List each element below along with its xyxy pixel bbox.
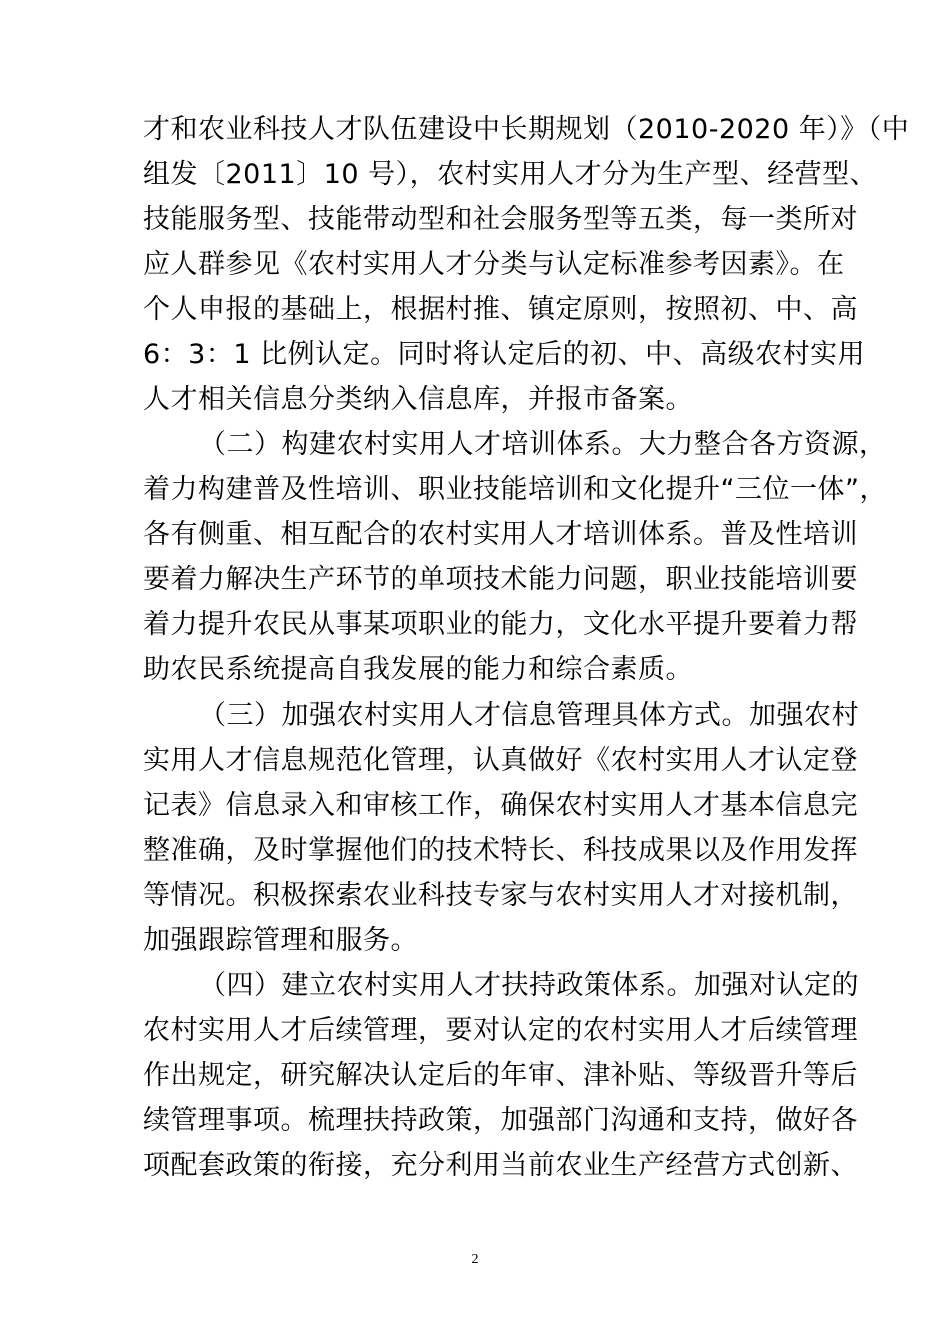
page-number: 2: [471, 1252, 479, 1267]
text-line: 整准确，及时掌握他们的技术特长、科技成果以及作用发挥: [143, 835, 858, 866]
text-line: 要着力解决生产环节的单项技术能力问题，职业技能培训要: [143, 564, 858, 595]
text-line: 个人申报的基础上，根据村推、镇定原则，按照初、中、高: [143, 294, 858, 325]
text-line: 组发〔2011〕10 号），农村实用人才分为生产型、经营型、: [143, 159, 878, 190]
paragraph-heading-3: （三）加强农村实用人才信息管理具体方式。加强农村: [199, 700, 859, 731]
text-line: 等情况。积极探索农业科技专家与农村实用人才对接机制，: [143, 880, 858, 911]
paragraph-heading-2: （二）构建农村实用人才培训体系。大力整合各方资源，: [199, 429, 887, 460]
text-line: 记表》信息录入和审核工作，确保农村实用人才基本信息完: [143, 790, 858, 821]
text-line: 6：3：1 比例认定。同时将认定后的初、中、高级农村实用: [143, 339, 866, 370]
text-line: 加强跟踪管理和服务。: [143, 925, 418, 956]
paragraph-heading-4: （四）建立农村实用人才扶持政策体系。加强对认定的: [199, 970, 859, 1001]
text-line: 应人群参见《农村实用人才分类与认定标准参考因素》。在: [143, 249, 845, 280]
text-line: 着力构建普及性培训、职业技能培训和文化提升“三位一体”，: [143, 474, 887, 505]
text-line: 才和农业科技人才队伍建设中长期规划（2010-2020 年）》（中: [143, 114, 910, 145]
text-line: 各有侧重、相互配合的农村实用人才培训体系。普及性培训: [143, 519, 858, 550]
text-line: 农村实用人才后续管理，要对认定的农村实用人才后续管理: [143, 1015, 858, 1046]
text-line: 着力提升农民从事某项职业的能力，文化水平提升要着力帮: [143, 609, 858, 640]
text-line: 项配套政策的衔接，充分利用当前农业生产经营方式创新、: [143, 1150, 858, 1181]
text-line: 实用人才信息规范化管理，认真做好《农村实用人才认定登: [143, 745, 858, 776]
text-line: 作出规定，研究解决认定后的年审、津补贴、等级晋升等后: [143, 1060, 858, 1091]
text-line: 助农民系统提高自我发展的能力和综合素质。: [143, 654, 693, 685]
text-line: 人才相关信息分类纳入信息库，并报市备案。: [143, 384, 693, 415]
text-line: 续管理事项。梳理扶持政策，加强部门沟通和支持，做好各: [143, 1105, 858, 1136]
text-line: 技能服务型、技能带动型和社会服务型等五类，每一类所对: [143, 204, 858, 235]
